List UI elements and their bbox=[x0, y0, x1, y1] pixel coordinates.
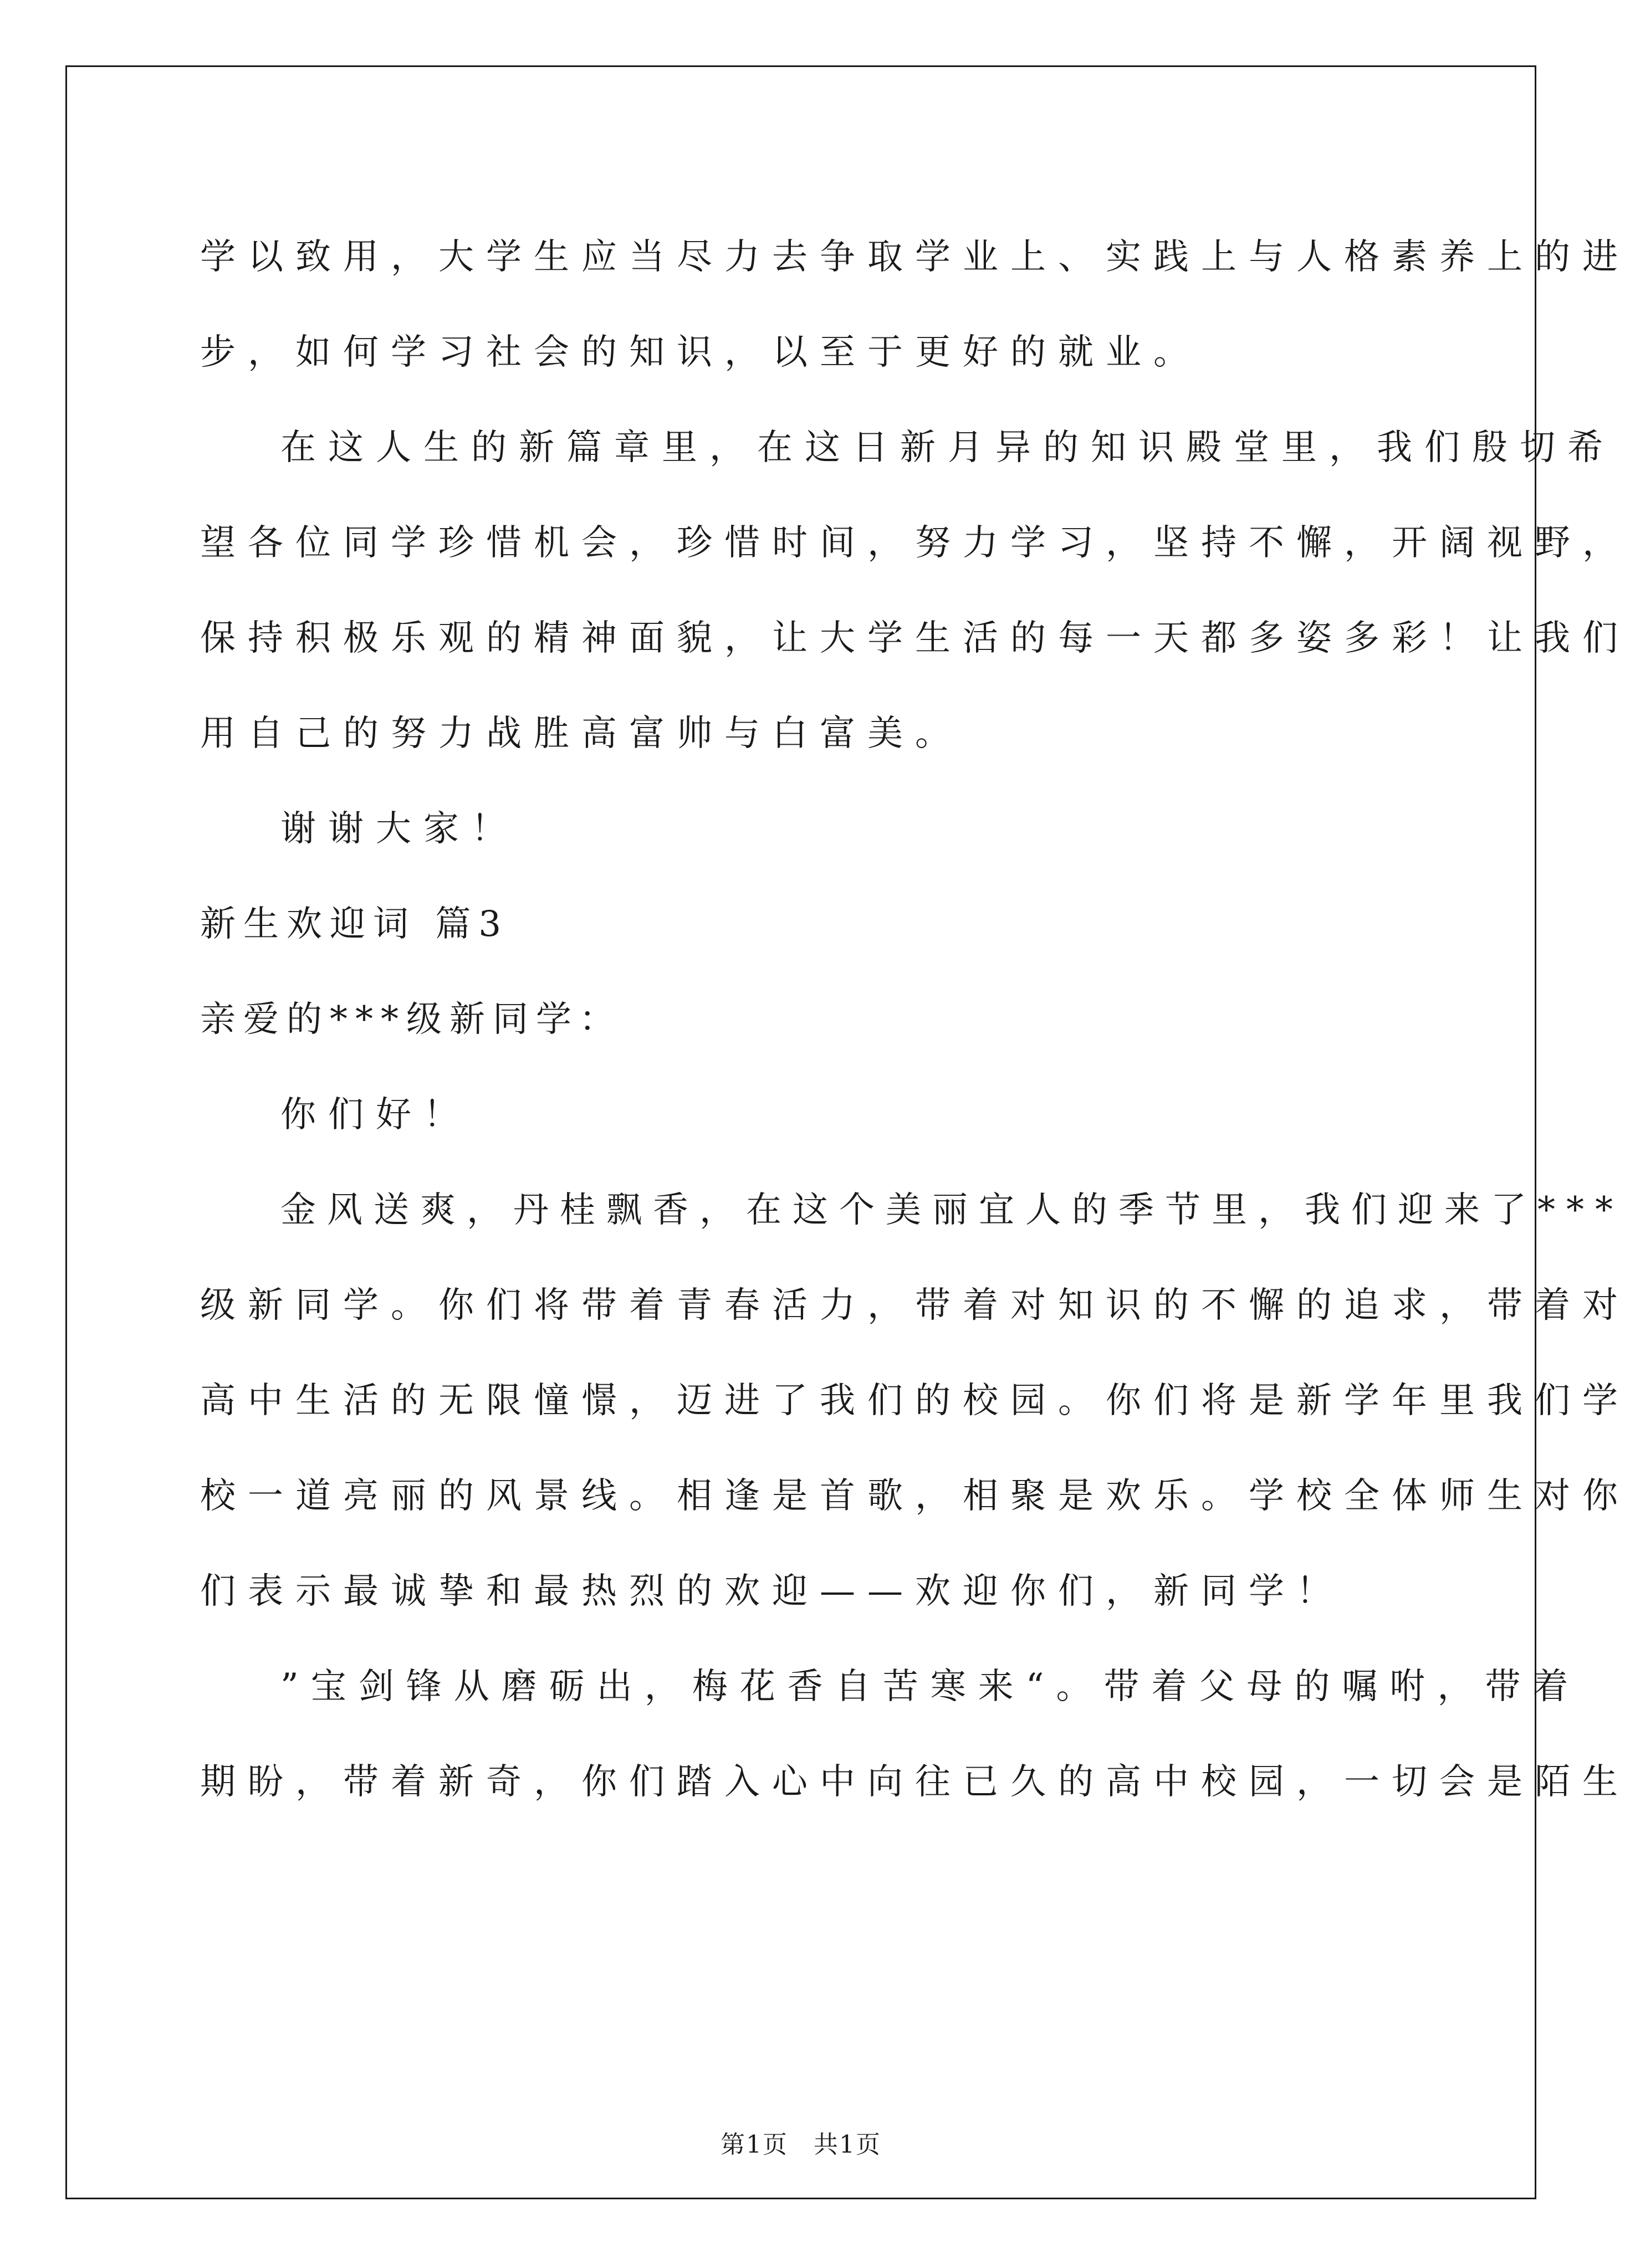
salutation: 亲爱的***级新同学： bbox=[200, 999, 622, 1040]
text-line: 用自己的努力战胜高富帅与白富美。 bbox=[200, 713, 963, 754]
paragraph-start-line: ”宝剑锋从磨砺出，梅花香自苦寒来“。带着父母的嘱咐，带着 bbox=[280, 1666, 1581, 1707]
text-line: 望各位同学珍惜机会，珍惜时间，努力学习，坚持不懈，开阔视野， bbox=[200, 523, 1630, 564]
section-heading: 新生欢迎词 篇3 bbox=[200, 904, 509, 945]
paragraph-start-line: 在这人生的新篇章里，在这日新月异的知识殿堂里，我们殷切希 bbox=[280, 427, 1615, 468]
text-line: 期盼，带着新奇，你们踏入心中向往已久的高中校园，一切会是陌生 bbox=[200, 1762, 1630, 1803]
page-number-footer: 第1页 共1页 bbox=[721, 2131, 881, 2159]
text-line: 校一道亮丽的风景线。相逢是首歌，相聚是欢乐。学校全体师生对你 bbox=[200, 1476, 1630, 1517]
document-body bbox=[67, 67, 1630, 2198]
text-line: 保持积极乐观的精神面貌，让大学生活的每一天都多姿多彩！让我们 bbox=[200, 618, 1630, 659]
text-line: 学以致用，大学生应当尽力去争取学业上、实践上与人格素养上的进 bbox=[200, 237, 1630, 278]
text-line: 步，如何学习社会的知识，以至于更好的就业。 bbox=[200, 332, 1201, 373]
page-frame bbox=[65, 65, 1630, 2199]
text-line: 高中生活的无限憧憬，迈进了我们的校园。你们将是新学年里我们学 bbox=[200, 1380, 1630, 1421]
text-line: 们表示最诚挚和最热烈的欢迎——欢迎你们，新同学！ bbox=[200, 1571, 1344, 1612]
closing-thanks: 谢谢大家！ bbox=[280, 808, 519, 849]
paragraph-start-line: 金风送爽，丹桂飘香，在这个美丽宜人的季节里，我们迎来了*** bbox=[280, 1190, 1624, 1231]
text-line: 级新同学。你们将带着青春活力，带着对知识的不懈的追求，带着对 bbox=[200, 1285, 1630, 1326]
greeting: 你们好！ bbox=[280, 1094, 471, 1135]
